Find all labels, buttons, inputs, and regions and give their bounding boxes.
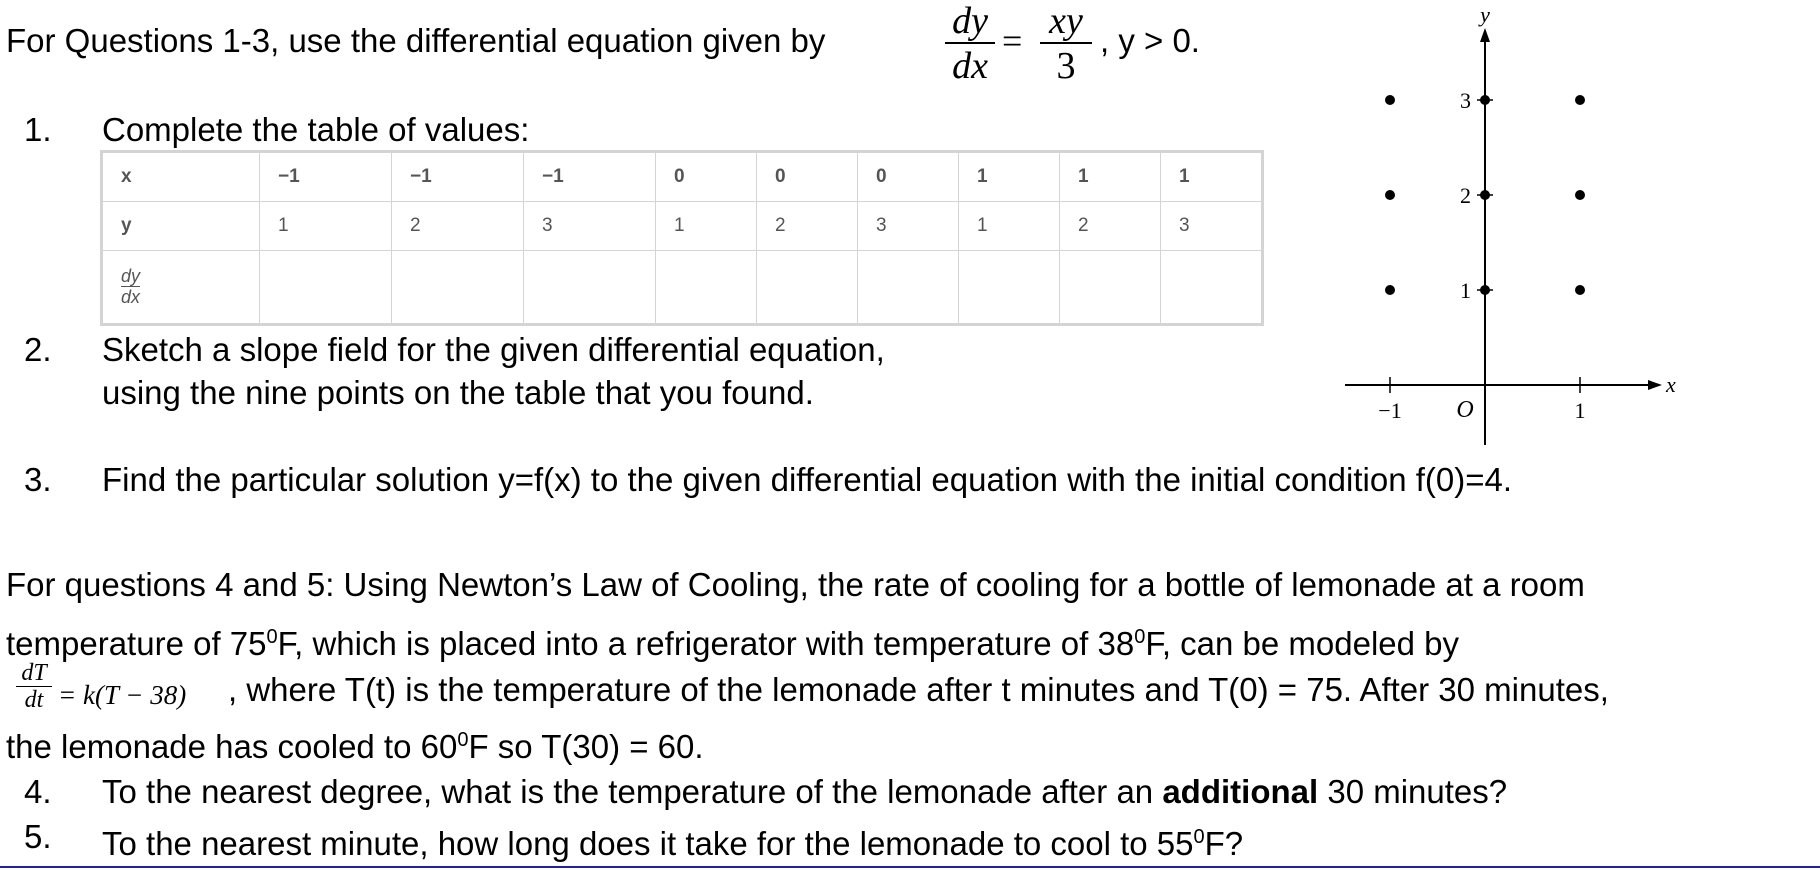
x-cell: −1	[392, 152, 524, 202]
grid-point	[1480, 95, 1490, 105]
x-cell: 0	[757, 152, 858, 202]
x-cell: −1	[524, 152, 656, 202]
y-axis-arrow-icon	[1480, 28, 1490, 42]
grid-point	[1385, 285, 1395, 295]
y-cell: 3	[1161, 202, 1263, 251]
q1-text: Complete the table of values:	[102, 111, 530, 148]
dx-text: dx	[952, 45, 988, 87]
equals-sign: =	[1002, 21, 1023, 61]
degree-superscript: 0	[1134, 626, 1146, 648]
q3-number: 3.	[24, 461, 52, 498]
q2-line2: using the nine points on the table that you found.	[102, 374, 814, 411]
x-axis-arrow-icon	[1648, 380, 1662, 390]
y-cell: 1	[656, 202, 757, 251]
bottom-rule	[0, 866, 1820, 868]
y-cell: 1	[260, 202, 392, 251]
degree-superscript: 0	[1193, 826, 1205, 848]
dt-text: dt	[24, 687, 44, 713]
q4-bold-word: additional	[1162, 773, 1319, 810]
q2-line1: Sketch a slope field for the given differential equation,	[102, 331, 885, 368]
intro-q45-line3: , where T(t) is the temperature of the lemonade after t minutes and T(0) = 75. After 30 minutes,	[228, 671, 1609, 708]
x-cell: 1	[1161, 152, 1263, 202]
xy-over-3-fraction	[1040, 0, 1092, 88]
x-cell: 1	[959, 152, 1060, 202]
x-tick-label: −1	[1378, 398, 1402, 423]
dydx-answer-cell[interactable]	[1060, 251, 1161, 325]
dT-text: dT	[21, 660, 47, 686]
dydx-answer-cell[interactable]	[260, 251, 392, 325]
dydx-label-num: dy	[121, 265, 141, 286]
cooling-equation-rhs: = k(T − 38)	[58, 680, 187, 710]
origin-label: O	[1456, 397, 1474, 423]
row-label-dydx	[102, 251, 260, 325]
dydx-answer-cell[interactable]	[656, 251, 757, 325]
grid-point	[1385, 95, 1395, 105]
x-axis-label: x	[1666, 372, 1676, 397]
line2-part-c: F, can be modeled by	[1145, 625, 1460, 662]
y-cell: 3	[524, 202, 656, 251]
degree-superscript: 0	[457, 729, 469, 751]
dydx-answer-cell[interactable]	[392, 251, 524, 325]
y-cell: 2	[1060, 202, 1161, 251]
line2-part-a: temperature of 75	[6, 625, 267, 662]
q4-text-a: To the nearest degree, what is the temperature of the lemonade after an	[102, 773, 1163, 810]
dydx-label	[121, 266, 140, 307]
q4-number: 4.	[24, 773, 52, 810]
y-cell: 1	[959, 202, 1060, 251]
x-cell: −1	[260, 152, 392, 202]
line2-part-b: F, which is placed into a refrigerator with temperature of 38	[277, 625, 1135, 662]
dy-dx-fraction	[945, 0, 995, 88]
line4-part-a: the lemonade has cooled to 60	[6, 728, 458, 765]
q5-text-b: F?	[1204, 825, 1244, 862]
grid-point	[1480, 190, 1490, 200]
dydx-label-den: dx	[121, 286, 141, 307]
q5-number: 5.	[24, 818, 52, 855]
x-cell: 0	[656, 152, 757, 202]
q1-number: 1.	[24, 111, 52, 148]
x-cell: 1	[1060, 152, 1161, 202]
y-cell: 2	[392, 202, 524, 251]
degree-superscript: 0	[266, 626, 278, 648]
slope-field-grid	[1330, 0, 1700, 450]
intro-q45-line2	[6, 617, 1459, 664]
dydx-answer-cell[interactable]	[524, 251, 656, 325]
values-table	[100, 150, 1264, 326]
intro-q13-suffix: , y > 0.	[1100, 22, 1200, 59]
row-label-x: x	[102, 152, 260, 202]
y-tick-label: 1	[1460, 278, 1471, 303]
dydx-answer-cell[interactable]	[757, 251, 858, 325]
row-label-y: y	[102, 202, 260, 251]
y-tick-label: 3	[1460, 88, 1471, 113]
line4-part-b: F so T(30) = 60.	[468, 728, 704, 765]
q5-text	[102, 817, 1243, 864]
intro-q45-line1: For questions 4 and 5: Using Newton’s Law of Cooling, the rate of cooling for a bottle of lemonade at a room	[6, 566, 1585, 603]
q4-text-b: 30 minutes?	[1318, 773, 1508, 810]
dT-dt-fraction	[16, 660, 52, 713]
table-row-dydx	[102, 251, 1263, 325]
y-cell: 2	[757, 202, 858, 251]
dy-text: dy	[952, 0, 988, 42]
xy-text: xy	[1049, 0, 1083, 42]
y-cell: 3	[858, 202, 959, 251]
x-tick-label: 1	[1574, 398, 1586, 423]
table-row-x	[102, 152, 1263, 202]
grid-point	[1385, 190, 1395, 200]
y-tick-label: 2	[1460, 183, 1471, 208]
intro-q13-prefix: For Questions 1-3, use the differential equation given by	[6, 22, 826, 59]
q4-text	[102, 772, 1507, 812]
grid-point	[1575, 285, 1585, 295]
q3-text: Find the particular solution y=f(x) to the given differential equation with the initial condition f(0)=4.	[102, 461, 1513, 498]
q2-number: 2.	[24, 331, 52, 368]
dydx-answer-cell[interactable]	[858, 251, 959, 325]
dydx-answer-cell[interactable]	[1161, 251, 1263, 325]
grid-point	[1575, 190, 1585, 200]
intro-q45-line4	[6, 720, 704, 767]
y-axis-label: y	[1480, 2, 1490, 27]
q5-text-a: To the nearest minute, how long does it take for the lemonade to cool to 55	[102, 825, 1194, 862]
table-row-y	[102, 202, 1263, 251]
three-text: 3	[1056, 45, 1076, 87]
dydx-answer-cell[interactable]	[959, 251, 1060, 325]
grid-point	[1480, 285, 1490, 295]
grid-point	[1575, 95, 1585, 105]
x-cell: 0	[858, 152, 959, 202]
